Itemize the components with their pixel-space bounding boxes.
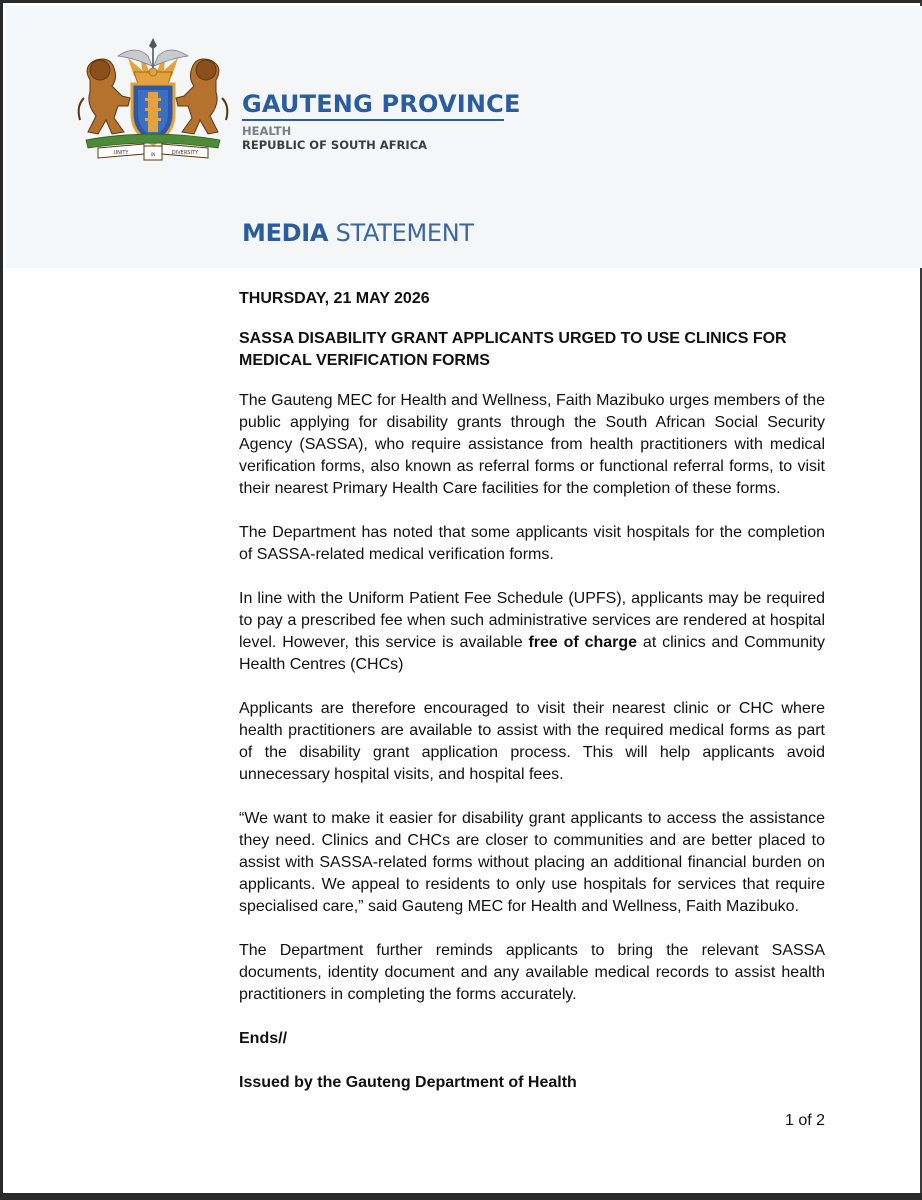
letterhead	[6, 6, 922, 268]
document-type-title	[242, 218, 474, 248]
document-type-light: STATEMENT	[335, 219, 474, 247]
department-brand	[242, 90, 521, 153]
paragraph-6: The Department further reminds applicants to bring the relevant SASSA documents, identity document and any available medical records to assist health practitioners in completing the forms accurately.	[239, 942, 825, 1003]
paragraph-5-quote: “We want to make it easier for disability grant applicants to access the assistance they need. Clinics and CHCs are closer to communities and are better placed to assist with SASSA-related forms without placing an additional financial burden on applicants. We appeal to residents to only use hospitals for services that require specialised care,” said Gauteng MEC for Health and Wellness, Faith Mazibuko.	[239, 810, 825, 915]
crest-motto-in: IN	[150, 152, 156, 157]
page-number: 1 of 2	[784, 1112, 825, 1129]
paragraph-2: The Department has noted that some applicants visit hospitals for the completion of SASSA-related medical verification forms.	[239, 524, 825, 563]
paragraph-3-part-a: In line with the Uniform Patient Fee Schedule (UPFS), applicants may be required to pay a prescribed fee when such administrative services are rendered at hospital level. However, this service is available	[239, 590, 825, 651]
paragraph-3-part-b: at clinics and Community Health Centres (CHCs)	[239, 634, 825, 673]
paragraph-4: Applicants are therefore encouraged to visit their nearest clinic or CHC where health practitioners are available to assist with the required medical forms as part of the disability grant application process. This will help applicants avoid unnecessary hospital visits, and hospital fees.	[239, 700, 825, 783]
ends-marker: Ends//	[239, 1030, 288, 1047]
paragraph-3	[239, 588, 825, 676]
issued-by: Issued by the Gauteng Department of Health	[239, 1074, 577, 1091]
free-of-charge-emphasis: free of charge	[528, 634, 638, 651]
brand-divider	[242, 119, 504, 121]
document-type-bold: MEDIA	[242, 219, 329, 247]
statement-headline: SASSA DISABILITY GRANT APPLICANTS URGED TO USE CLINICS FOR MEDICAL VERIFICATION FORMS	[239, 330, 787, 369]
coat-of-arms-icon	[68, 36, 238, 164]
province-name: GAUTENG PROVINCE	[242, 90, 521, 118]
statement-date: THURSDAY, 21 MAY 2026	[239, 290, 430, 307]
crest-motto-diversity: DIVERSITY	[171, 150, 199, 156]
paragraph-1: The Gauteng MEC for Health and Wellness, Faith Mazibuko urges members of the public applying for disability grants through the South African Social Security Agency (SASSA), who require assistance from health practitioners with medical verification forms, also known as referral forms or functional referral forms, to visit their nearest Primary Health Care facilities for the completion of these forms.	[239, 392, 825, 497]
department-name: HEALTH	[242, 124, 292, 138]
statement-body	[239, 288, 825, 1094]
bottom-edge	[0, 1193, 922, 1200]
country-name: REPUBLIC OF SOUTH AFRICA	[242, 138, 428, 152]
crest-motto-unity: UNITY	[113, 150, 129, 156]
